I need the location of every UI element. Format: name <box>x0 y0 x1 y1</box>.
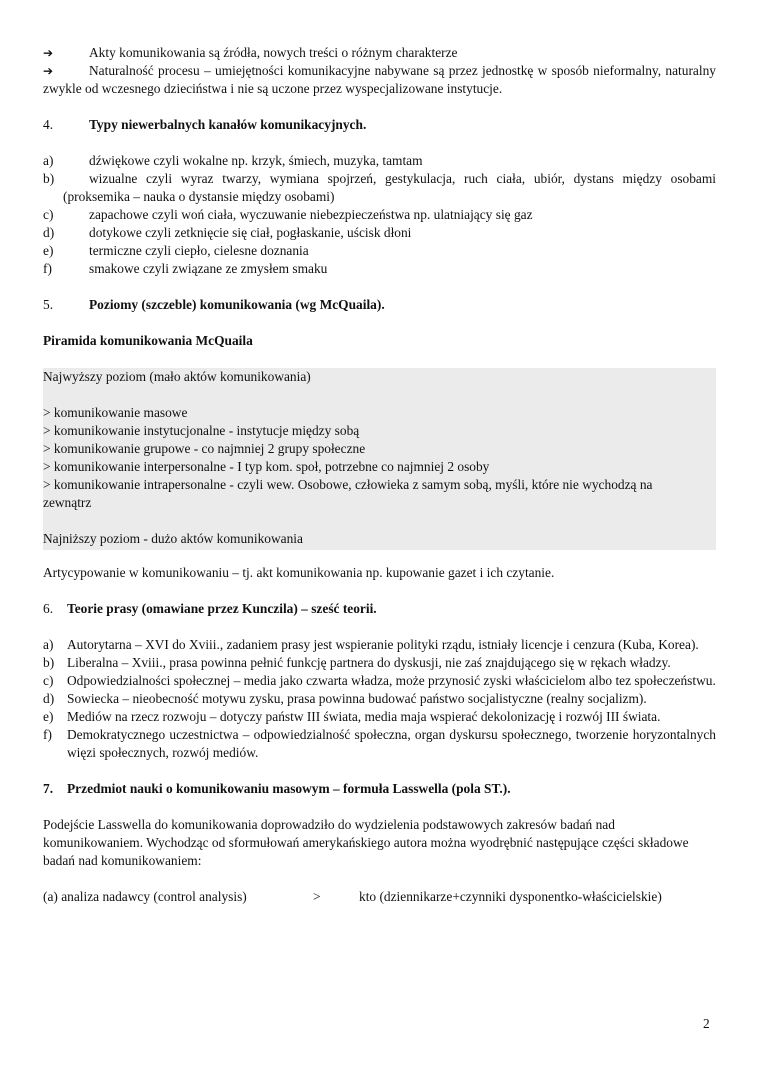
bullet-item <box>43 62 716 98</box>
pyramid-top-label: Najwyższy poziom (mało aktów komunikowania) <box>43 369 311 384</box>
section-7-heading <box>43 780 716 798</box>
arrow-right-icon: ➔ <box>43 64 54 78</box>
pyramid-box <box>43 368 716 550</box>
lasswell-row <box>43 888 716 906</box>
item-label: e) <box>43 243 54 258</box>
item-label: b) <box>43 655 55 670</box>
item-label: c) <box>43 673 54 688</box>
arrow-separator: > <box>313 889 321 904</box>
pyramid-level: > komunikowanie masowe <box>43 405 188 420</box>
item-label: c) <box>43 207 54 222</box>
participation-note: Artycypowanie w komunikowaniu – tj. akt komunikowania np. kupowanie gazet i ich czytanie. <box>43 565 555 580</box>
pyramid-level: > komunikowanie intrapersonalne - czyli wew. Osobowe, człowieka z samym sobą, myśli, które nie wychodzą na zewnątrz <box>43 477 653 510</box>
bullet-item <box>43 44 716 62</box>
pyramid-bottom-label: Najniższy poziom - dużo aktów komunikowania <box>43 531 303 546</box>
section-number: 7. <box>43 781 54 796</box>
pyramid-level: > komunikowanie interpersonalne - I typ kom. społ, potrzebne co najmniej 2 osoby <box>43 459 490 474</box>
bullet-text: Naturalność procesu – umiejętności komunikacyjne nabywane są przez jednostkę w sposób nieformalny, naturalny zwykle od wczesnego dzieciństwa i nie są uczone przez wyspecjalizowane instytucje. <box>43 63 716 96</box>
list-item <box>43 708 716 726</box>
bullet-text: Akty komunikowania są źródła, nowych treści o różnym charakterze <box>89 45 458 60</box>
item-text: Autorytarna – XVI do Xviii., zadaniem prasy jest wspieranie polityki rządu, istniały licencje i cenzura (Kuba, Korea). <box>67 637 699 652</box>
section-5-heading <box>43 296 716 314</box>
list-item <box>43 242 716 260</box>
analysis-name: (a) analiza nadawcy (control analysis) <box>43 889 247 904</box>
item-label: e) <box>43 709 54 724</box>
list-item <box>43 224 716 242</box>
section-4-heading <box>43 116 716 134</box>
item-text: wizualne czyli wyraz twarzy, wymiana spojrzeń, gestykulacja, ruch ciała, ubiór, dystans między osobami (proksemika – nauka o dystansie między osobami) <box>63 171 716 204</box>
section-number: 4. <box>43 117 54 132</box>
section-number: 6. <box>43 601 54 616</box>
pyramid-level: > komunikowanie instytucjonalne - instytucje między sobą <box>43 423 360 438</box>
list-item <box>43 654 716 672</box>
section-title: Poziomy (szczeble) komunikowania (wg McQuaila). <box>89 297 385 312</box>
item-text: Sowiecka – nieobecność motywu zysku, prasa powinna budować państwo socjalistyczne (realny socjalizm). <box>67 691 647 706</box>
page-number: 2 <box>703 1016 710 1031</box>
list-item <box>43 636 716 654</box>
item-text: dźwiękowe czyli wokalne np. krzyk, śmiech, muzyka, tamtam <box>89 153 423 168</box>
section-number: 5. <box>43 297 54 312</box>
item-text: Odpowiedzialności społecznej – media jako czwarta władza, może przynosić zyski właścicielom albo tez społeczeństwu. <box>67 673 716 688</box>
item-label: d) <box>43 691 55 706</box>
analysis-description: kto (dziennikarze+czynniki dysponentko-właścicielskie) <box>359 889 662 904</box>
list-item <box>43 152 716 170</box>
item-label: d) <box>43 225 55 240</box>
item-text: Demokratycznego uczestnictwa – odpowiedzialność społeczna, organ dyskursu społecznego, tworzenie horyzontalnych więzi społecznych, rozwój mediów. <box>67 727 716 760</box>
list-item <box>43 170 716 206</box>
list-item <box>43 690 716 708</box>
item-label: f) <box>43 261 52 276</box>
document-page <box>43 44 716 906</box>
section-title: Teorie prasy (omawiane przez Kunczila) – sześć teorii. <box>67 601 377 616</box>
list-item <box>43 726 716 762</box>
item-label: b) <box>43 171 55 186</box>
section-title: Przedmiot nauki o komunikowaniu masowym – formuła Lasswella (pola ST.). <box>67 781 511 796</box>
item-text: smakowe czyli związane ze zmysłem smaku <box>89 261 328 276</box>
item-text: Liberalna – Xviii., prasa powinna pełnić funkcję partnera do dyskusji, nie zaś znajdującego się w rękach władzy. <box>67 655 671 670</box>
item-text: Mediów na rzecz rozwoju – dotyczy państw III świata, media maja wspierać dekolonizację i rozwój III świata. <box>67 709 661 724</box>
arrow-right-icon: ➔ <box>43 46 54 60</box>
section-title: Typy niewerbalnych kanałów komunikacyjnych. <box>89 117 367 132</box>
pyramid-level: > komunikowanie grupowe - co najmniej 2 grupy społeczne <box>43 441 366 456</box>
item-label: a) <box>43 637 54 652</box>
item-text: zapachowe czyli woń ciała, wyczuwanie niebezpieczeństwa np. ulatniający się gaz <box>89 207 533 222</box>
item-text: termiczne czyli ciepło, cielesne doznania <box>89 243 309 258</box>
list-item <box>43 672 716 690</box>
section-6-heading <box>43 600 716 618</box>
list-item <box>43 206 716 224</box>
list-item <box>43 260 716 278</box>
lasswell-paragraph: Podejście Lasswella do komunikowania doprowadziło do wydzielenia podstawowych zakresów badań nad komunikowaniem. Wychodząc od sformułowań amerykańskiego autora można wyodrębnić następujące części składowe badań nad komunikowaniem: <box>43 817 689 868</box>
item-label: f) <box>43 727 52 742</box>
item-label: a) <box>43 153 54 168</box>
item-text: dotykowe czyli zetknięcie się ciał, pogłaskanie, uścisk dłoni <box>89 225 412 240</box>
subsection-title: Piramida komunikowania McQuaila <box>43 333 253 348</box>
